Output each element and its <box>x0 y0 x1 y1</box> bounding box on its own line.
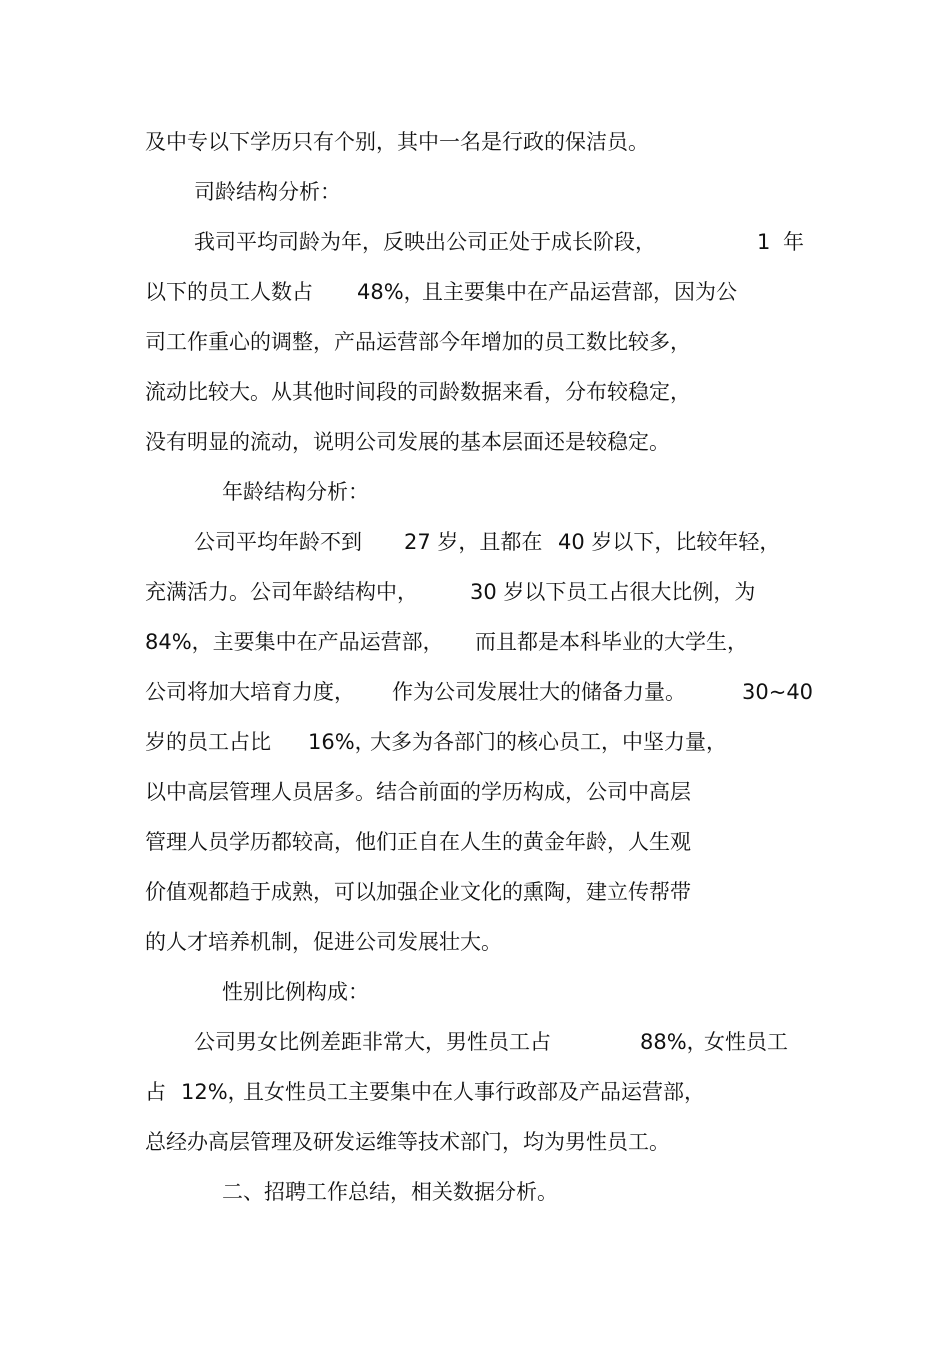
paragraph-line <box>145 778 691 806</box>
text-run: 88%， <box>640 1030 708 1054</box>
section-heading-age <box>222 478 369 506</box>
paragraph-line <box>145 728 727 756</box>
paragraph-line <box>194 1028 788 1056</box>
text-run: 占 <box>145 1080 166 1104</box>
paragraph-line <box>145 828 691 856</box>
text-run: 且主要集中在产品运营部，因为公 <box>422 280 737 304</box>
text-run: 16%， <box>308 730 376 754</box>
text-run: 40 岁以下，比较年轻， <box>558 530 781 554</box>
text-run: 30~40 <box>742 680 814 704</box>
paragraph-line <box>194 228 804 256</box>
paragraph-line <box>145 328 691 356</box>
paragraph-line <box>145 1078 705 1106</box>
text-run: 充满活力。公司年龄结构中， <box>145 580 418 604</box>
paragraph-line <box>145 628 748 656</box>
text-run: 27 岁，且都在 <box>404 530 543 554</box>
text-run: 年 <box>783 230 804 254</box>
paragraph-line <box>145 928 502 956</box>
paragraph-line <box>145 578 756 606</box>
text-run: 流动比较大。从其他时间段的司龄数据来看，分布较稳定， <box>145 380 691 404</box>
text-run: 总经办高层管理及研发运维等技术部门，均为男性员工。 <box>145 1130 670 1154</box>
text-run: 48%， <box>357 280 425 304</box>
text-run: 公司平均年龄不到 <box>194 530 362 554</box>
text-run: 公司将加大培育力度， <box>145 680 355 704</box>
text-run: 大多为各部门的核心员工，中坚力量， <box>370 730 727 754</box>
text-run: 二、招聘工作总结，相关数据分析。 <box>222 1180 558 1204</box>
paragraph-line <box>145 1128 670 1156</box>
section-heading-seniority <box>194 178 341 206</box>
text-run: 性别比例构成： <box>222 980 369 1004</box>
text-run: 而且都是本科毕业的大学生， <box>475 630 748 654</box>
paragraph-line <box>145 278 737 306</box>
paragraph-line <box>145 378 691 406</box>
paragraph-line <box>194 528 781 556</box>
paragraph-line <box>145 878 691 906</box>
text-run: 价值观都趋于成熟，可以加强企业文化的熏陶，建立传帮带 <box>145 880 691 904</box>
text-run: 女性员工 <box>704 1030 788 1054</box>
text-run: 30 岁以下员工占很大比例，为 <box>470 580 756 604</box>
text-run: 的人才培养机制，促进公司发展壮大。 <box>145 930 502 954</box>
paragraph-line <box>145 428 670 456</box>
text-run: 作为公司发展壮大的储备力量。 <box>392 680 686 704</box>
paragraph-line <box>145 128 649 156</box>
text-run: 公司男女比例差距非常大，男性员工占 <box>194 1030 551 1054</box>
text-run: 以下的员工人数占 <box>145 280 313 304</box>
text-run: 司工作重心的调整，产品运营部今年增加的员工数比较多， <box>145 330 691 354</box>
text-run: 12%， <box>181 1080 249 1104</box>
text-run: 以中高层管理人员居多。结合前面的学历构成，公司中高层 <box>145 780 691 804</box>
text-run: 年龄结构分析： <box>222 480 369 504</box>
text-run: 1 <box>757 230 771 254</box>
text-run: 司龄结构分析： <box>194 180 341 204</box>
text-run: 及中专以下学历只有个别，其中一名是行政的保洁员。 <box>145 130 649 154</box>
text-run: 管理人员学历都较高，他们正自在人生的黄金年龄，人生观 <box>145 830 691 854</box>
text-run: 没有明显的流动，说明公司发展的基本层面还是较稳定。 <box>145 430 670 454</box>
text-run: 我司平均司龄为年，反映出公司正处于成长阶段， <box>194 230 656 254</box>
text-run: 岁的员工占比 <box>145 730 271 754</box>
section-heading-gender <box>222 978 369 1006</box>
text-run: 84%，主要集中在产品运营部， <box>145 630 444 654</box>
text-run: 且女性员工主要集中在人事行政部及产品运营部， <box>243 1080 705 1104</box>
paragraph-line <box>145 678 814 706</box>
section-heading-recruitment <box>222 1178 558 1206</box>
